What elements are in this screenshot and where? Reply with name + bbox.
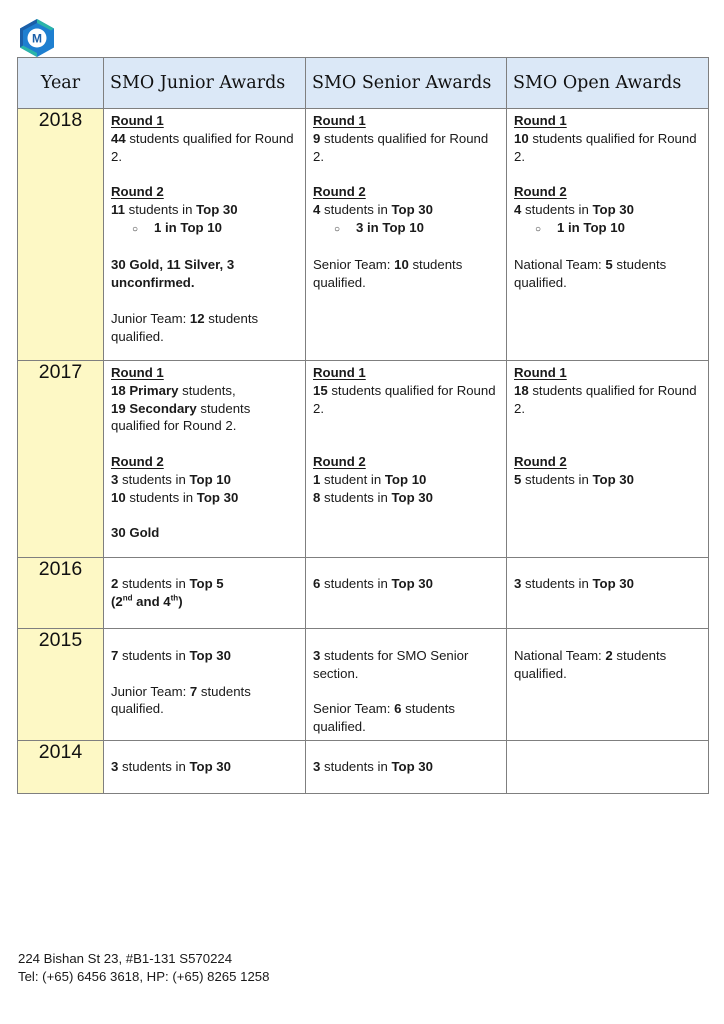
table-row-2014 — [18, 740, 709, 793]
year-cell: 2017 — [18, 361, 104, 558]
senior-cell-2018: Round 1 9 students qualified for Round 2. Round 2 4 students in Top 30 ○ 3 in Top 10 Senior Team: 10 students qualified. — [306, 109, 507, 361]
table-row-2015 — [18, 629, 709, 741]
hexagon-m-logo-icon — [18, 18, 56, 58]
header-year: Year — [18, 58, 104, 109]
junior-cell-2015: 7 students in Top 30 Junior Team: 7 students qualified. — [104, 629, 306, 741]
open-cell-2018: Round 1 10 students qualified for Round 2. Round 2 4 students in Top 30 ○ 1 in Top 10 National Team: 5 students qualified. — [507, 109, 709, 361]
senior-cell-2014: 3 students in Top 30 — [306, 740, 507, 793]
senior-cell-2015: 3 students for SMO Senior section. Senior Team: 6 students qualified. — [306, 629, 507, 741]
junior-cell-2014: 3 students in Top 30 — [104, 740, 306, 793]
svg-text:M: M — [32, 31, 42, 46]
header-open: SMO Open Awards — [507, 58, 709, 109]
year-cell: 2014 — [18, 740, 104, 793]
sub-bullet-item: ○ 1 in Top 10 — [111, 219, 299, 239]
header-senior: SMO Senior Awards — [306, 58, 507, 109]
table-row-2017 — [18, 361, 709, 558]
footer-contact: Tel: (+65) 6456 3618, HP: (+65) 8265 1258 — [18, 969, 270, 984]
year-cell: 2015 — [18, 629, 104, 741]
header-junior: SMO Junior Awards — [104, 58, 306, 109]
header-row — [18, 58, 709, 109]
footer-address: 224 Bishan St 23, #B1-131 S570224 — [18, 951, 233, 966]
table-row-2016 — [18, 558, 709, 629]
table-row-2018 — [18, 109, 709, 361]
sub-bullet-item: ○ 3 in Top 10 — [313, 219, 500, 239]
junior-cell-2018: Round 1 44 students qualified for Round 2. Round 2 11 students in Top 30 ○ 1 in Top 10 30 Gold, 11 Silver, 3 unconfirmed. Junior Team: 12 students qualified. — [104, 109, 306, 361]
hollow-bullet-icon: ○ — [535, 223, 542, 235]
footer — [18, 950, 269, 986]
open-cell-2014 — [507, 740, 709, 793]
junior-cell-2017: Round 1 18 Primary students, 19 Secondary students qualified for Round 2. Round 2 3 students in Top 10 10 students in Top 30 30 Gold — [104, 361, 306, 558]
junior-cell-2016: 2 students in Top 5 (2nd and 4th) — [104, 558, 306, 629]
senior-cell-2016: 6 students in Top 30 — [306, 558, 507, 629]
awards-table — [17, 57, 709, 794]
open-cell-2015: National Team: 2 students qualified. — [507, 629, 709, 741]
sub-bullet-item: ○ 1 in Top 10 — [514, 219, 702, 239]
open-cell-2016: 3 students in Top 30 — [507, 558, 709, 629]
senior-cell-2017: Round 1 15 students qualified for Round 2. Round 2 1 student in Top 10 8 students in Top 30 — [306, 361, 507, 558]
hollow-bullet-icon: ○ — [334, 223, 341, 235]
open-cell-2017: Round 1 18 students qualified for Round 2. Round 2 5 students in Top 30 — [507, 361, 709, 558]
year-cell: 2016 — [18, 558, 104, 629]
year-cell: 2018 — [18, 109, 104, 361]
hollow-bullet-icon: ○ — [132, 223, 139, 235]
